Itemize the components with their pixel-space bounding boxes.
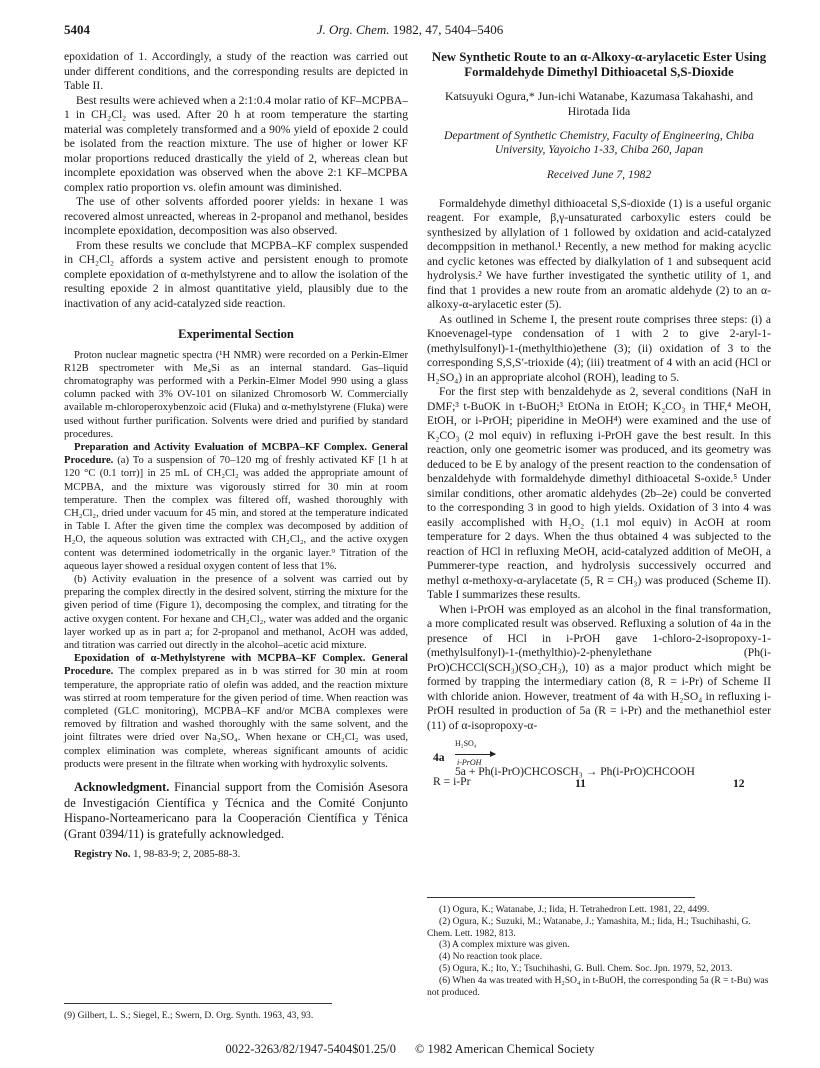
page-number: 5404 [64,22,90,37]
epoxidation-procedure-heading: Epoxidation of α-Methylstyrene with MCPBA–KF Complex. General Procedure. [64,653,408,678]
footnote-9: (9) Gilbert, L. S.; Siegel, E.; Swern, D. Org. Synth. 1963, 43, 93. [64,1010,314,1021]
footnote-2: (2) Ogura, K.; Suzuki, M.; Watanabe, J.; Yamashita, M.; Iida, H.; Tsuchihashi, G. Chem. Lett. 1982, 813. [427,915,751,939]
footnote-rule [427,897,695,898]
journal-name: J. Org. Chem. [316,22,390,37]
complex-procedure-heading: Preparation and Activity Evaluation of MCBPA–KF Complex. General Procedure. [64,441,408,467]
running-header [0,22,820,38]
experimental-paragraph-2: Preparation and Activity Evaluation of MCBPA–KF Complex. General Procedure. (a) To a suspension of 70–120 mg of freshly activated KF [1 h at 120 °C (0.1 torr)] in 25 mL of CH₂Cl₂ was added the appropriate amount of MCPBA, and the mixture was vigorously stirred for 30 min at room temperature. Then the complex was filtered off, washed thoroughly with CH₂Cl₂, dried under vacuum for 45 min, and stored at the temperature indicated in Table I. After the given time the complex was decomposed by addition of H₂O, the aqueous solution was extracted with CH₂Cl₂, and the active oxygen content was determined iodometrically in the organic layer.⁹ Titration of the aqueous layer showed a residual oxygen content of less that 1%. [64,441,408,572]
left-footnotes [64,1003,408,1022]
acknowledgment: Acknowledgment. Financial support from the Comisión Asesora de Investigación Científica y Técnica and the Comité Conjunto Hispano-Norteamericano para la Cooperación Científica y Ténica (Grant 0394/11) is gratefully acknowledged. [64,780,408,841]
left-paragraph-1: epoxidation of 1. Accordingly, a study of the reaction was carried out under different conditions, and the corresponding results are depicted in Table II. [64,50,408,92]
right-paragraph-4: When i-PrOH was employed as an alcohol in the final transformation, a more complicated result was observed. Refluxing a solution of 4a in the presence of HCl in i-PrOH gave 1-chloro-2-isopropoxy-1-(methylsulfonyl)-1-(methylthio)-2-phenylethane (Ph(i-PrO)CHCCl(SCH₃)(SO₂CH₃), 10) as a major product which might be formed by trapping the intermediary cation (8, R = i-Pr) of Scheme II with chloride anion. However, treatment of 4a with H₂SO₄ in refluxing i-PrOH resulted in production of 5a (R = i-Pr) and the methanethiol ester (11) of α-isopropoxy-α- [427,602,771,732]
journal-citation [0,22,820,38]
experimental-section [64,349,408,772]
right-paragraph-3: For the first step with benzaldehyde as 2, several conditions (NaH in DMF;³ t-BuOK in t-BuOH;³ EtONa in EtOH; K₂CO₃ in THF,⁴ MeOH, EtOH, or i-PrOH; piperidine in MeOH⁴) were examined and the use of K₂CO₃ (2 mol equiv) in refluxing i-PrOH gave the best result. In this reaction, only one geometric isomer was produced, and its geometry was deduced to be E by analogy of the present reaction to the condensation of benzaldehyde with formaldehyde dimethyl dithioacetal S-oxide.⁵ Under similar conditions, other aromatic aldehydes (2b–2e) could be converted to the corresponding 3 in good to high yields. Oxidation of 3 into 4 was easily accomplished with H₂O₂ (1.1 mol equiv) in AcOH at room temperature for 2 days. When the thus obtained 4 was subjected to the reaction of HCl in refluxing MeOH, acid-catalyzed addition of MeOH, a Pummerer-type reaction, and hydrolysis successively occurred and methyl α-methoxy-α-arylacetate (5, R = CH₃) was produced (Scheme II). Table I summarizes these results. [427,385,771,601]
right-paragraph-1: Formaldehyde dimethyl dithioacetal S,S-dioxide (1) is a useful organic reagent. For example, β,γ-unsaturated carboxylic esters could be synthesized by allylation of 1 followed by oxidation and acid-catalyzed decomppsition in methanol.¹ Recently, a new method for making acyclic and cyclic ketones was effected by dialkylation of 1 and subsequent acid hydrolysis.² We have further investigated the synthetic utility of 1, and find that 1 provides a new route from an aromatic aldehyde (2) to an α-alkoxy-α-arylacetic ester (5). [427,196,771,311]
price-code: 0022-3263/82/1947-5404$01.25/0 [225,1042,396,1056]
page-footer [0,1042,820,1057]
right-paragraph-2: As outlined in Scheme I, the present route comprises three steps: (i) a Knoevenagel-type condensation of 1 with 2 to give 2-aryl-1-(methylsulfonyl)-1-(methylthio)ethene (3); (ii) oxidation of 3 to the corresponding S,S,S′-trioxide (4); (iii) treatment of 4 with an acid (HCl or H₂SO₄) in an appropriate alcohol (ROH), leading to 5. [427,312,771,384]
scheme-reagent-above: H₂SO₄ [455,739,477,748]
experimental-paragraph-4: Epoxidation of α-Methylstyrene with MCPBA–KF Complex. General Procedure. The complex prepared as in b was stirred for 30 min at room temperature, the appropriate ratio of olefin was added, and the reaction mixture was stirred at room temperature for the given period of time. When reaction was completed (GLC monitoring), MCPBA–KF and/or MCBA complexes were removed by filtration and washed thoroughly with the same solvent, and the joint filtrates were dried over Na₂SO₄. When hexane or CH₂Cl₂ was used, complex elimination was complete, whereas significant amounts of acidic products were present in the filtrate when working with hydroxylic solvents. [64,653,408,770]
left-paragraph-2: Best results were achieved when a 2:1:0.4 molar ratio of KF–MCPBA–1 in CH₂Cl₂ was used. After 20 h at room temperature the starting material was completely transformed and a 90% yield of epoxide 2 could be isolated from the reaction mixture. The use of higher or lower KF molar proportions reduced drastically the yield of 2, whereas clean but incomplete epoxidation was observed when the above 2:1 KF–MCPBA complex ratio proportion vs. olefin amount was diminished. [64,93,408,194]
article-affiliation: Department of Synthetic Chemistry, Faculty of Engineering, Chiba University, Yayoicho 1-33, Chiba 260, Japan [443,129,755,156]
scheme-equation: 5a + Ph(i-PrO)CHCOSCH₃ → Ph(i-PrO)CHCOOH [455,765,695,778]
compound-label-12: 12 [733,777,745,790]
reaction-scheme [427,737,771,793]
received-date: Received June 7, 1982 [546,168,652,181]
article-title: New Synthetic Route to an α-Alkoxy-α-arylacetic Ester Using Formaldehyde Dimethyl Dithioacetal S,S-Dioxide [431,50,767,79]
footnote-6: (6) When 4a was treated with H₂SO₄ in t-BuOH, the corresponding 5a (R = t-Bu) was not produced. [427,974,769,998]
registry-heading: Registry No. [74,849,131,860]
scheme-reagent-below: i-PrOH [457,758,482,767]
left-column [64,50,408,862]
copyright: © 1982 American Chemical Society [415,1042,595,1056]
left-paragraph-3: The use of other solvents afforded poorer yields: in hexane 1 was recovered almost unreacted, whereas in 2-propanol and methanol, besides incomplete epoxidation, decomposition was also observed. [64,195,408,237]
left-paragraph-4: From these results we conclude that MCPBA–KF complex suspended in CH₂Cl₂ affords a system active and persistent enough to promote complete epoxidation of α-methylstyrene and to allow the isolation of the resulting epoxide 2 in almost quantitative yield, plausibly due to the inactivation of any acid-catalyzed side reaction. [64,238,408,310]
right-column [427,50,771,793]
article-authors: Katsuyuki Ogura,* Jun-ichi Watanabe, Kazumasa Takahashi, and Hirotada Iida [444,89,754,118]
scheme-r-label: R = i-Pr [433,775,471,788]
reaction-arrow [455,754,495,755]
scheme-reactant: 4a [433,751,445,764]
experimental-paragraph-1: Proton nuclear magnetic spectra (¹H NMR) were recorded on a Perkin-Elmer R12B spectrometer with Me₄Si as an internal standard. Gas–liquid chromatography was performed with a Perkin-Elmer Model 990 using a glass column packed with 3% OV-101 on silanized Chromosorb W. Commercially available m-chloroperoxybenzoic acid (Fluka) and α-methylstyrene (Fluka) were used without further purification. Solvents were dried and purified by standard procedures. [64,349,408,440]
footnote-rule [64,1003,332,1004]
footnote-3: (3) A complex mixture was given. [439,939,570,951]
compound-label-11: 11 [575,777,586,790]
footnote-5: (5) Ogura, K.; Ito, Y.; Tsuchihashi, G. Bull. Chem. Soc. Jpn. 1979, 52, 2013. [439,962,733,974]
experimental-paragraph-3: (b) Activity evaluation in the presence of a solvent was carried out by preparing the complex directly in the desired solvent, stirring the mixture for the given period of time (Figure 1), decomposing the complex, and titrating for the active oxygen content. For hexane and CH₂Cl₂, water was added and the organic layer worked up as in part a; for 2-propanol and methanol, AcOH was added, and titration was carried out directly in the alcohol–acetic acid mixture. [64,573,408,651]
footnote-1: (1) Ogura, K.; Watanabe, J.; Iida, H. Tetrahedron Lett. 1981, 22, 4499. [439,904,710,915]
acknowledgment-heading: Acknowledgment. [74,780,170,794]
right-footnotes [427,897,771,998]
footnote-4: (4) No reaction took place. [439,951,543,963]
registry-numbers: Registry No. 1, 98-83-9; 2, 2085-88-3. [74,849,241,860]
journal-volume-pages: 1982, 47, 5404–5406 [389,22,504,37]
experimental-heading: Experimental Section [178,327,294,341]
